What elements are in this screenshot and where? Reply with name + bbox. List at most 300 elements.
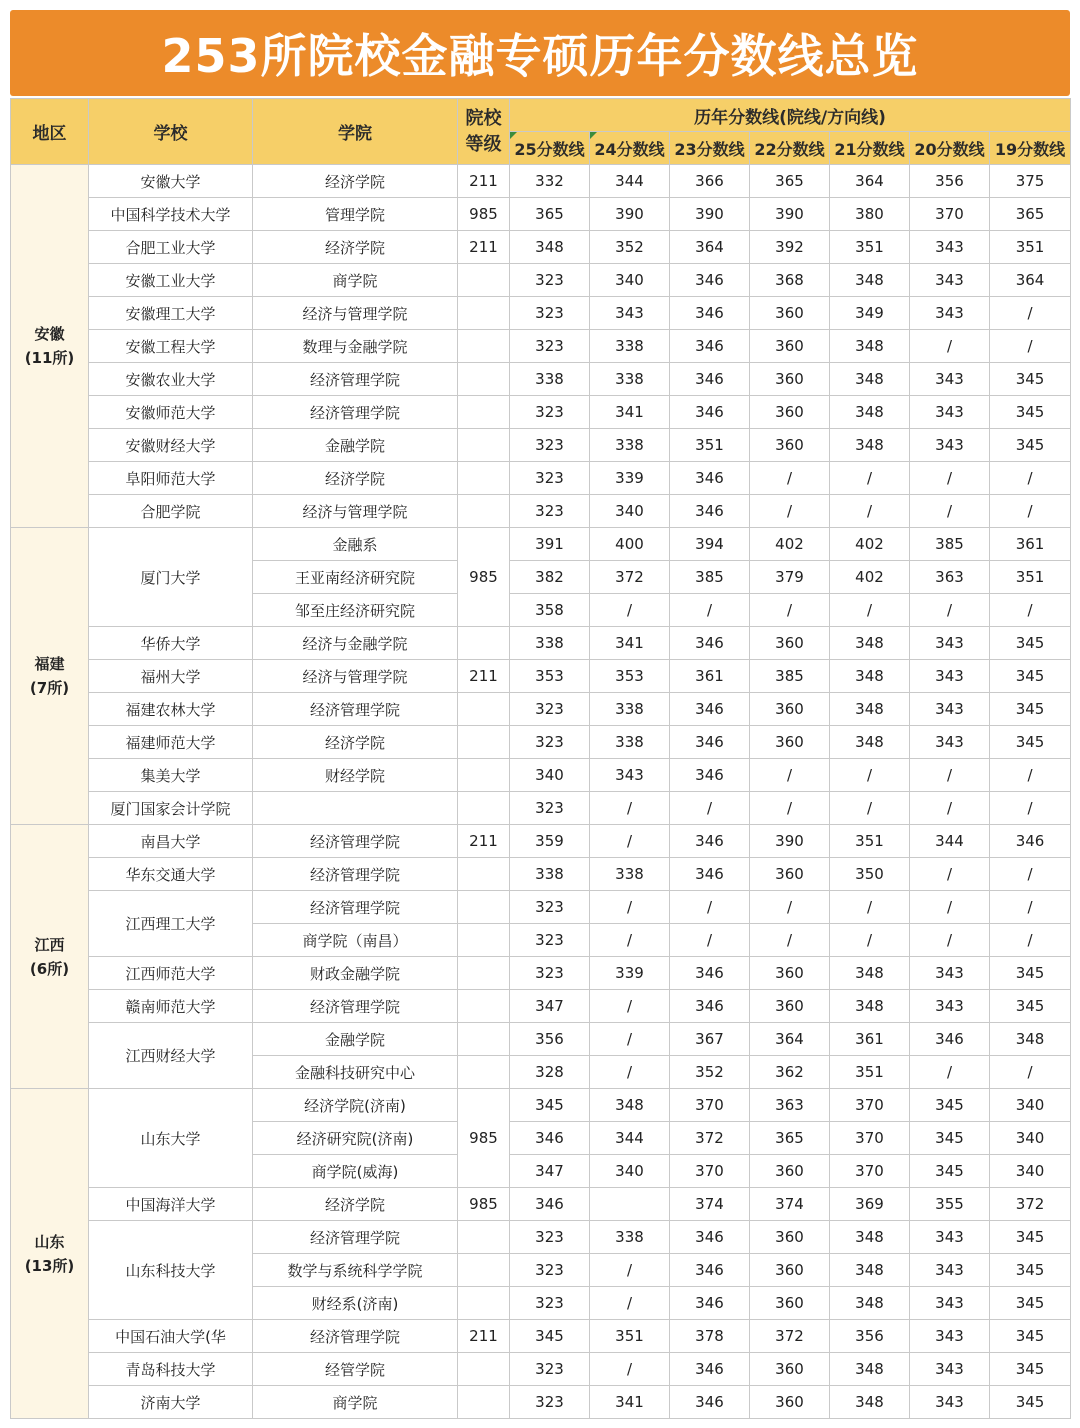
score-cell: 382 <box>510 561 590 594</box>
score-cell: 360 <box>750 1287 830 1320</box>
score-cell: 353 <box>590 660 670 693</box>
score-cell: 343 <box>910 1320 990 1353</box>
score-cell: 402 <box>750 528 830 561</box>
school-cell: 合肥学院 <box>89 495 253 528</box>
school-cell: 江西师范大学 <box>89 957 253 990</box>
score-cell: 352 <box>590 231 670 264</box>
score-cell: 374 <box>670 1188 750 1221</box>
score-cell: 323 <box>510 792 590 825</box>
table-row <box>11 264 1071 297</box>
score-cell: / <box>670 792 750 825</box>
score-cell: 323 <box>510 1254 590 1287</box>
header-year: 23分数线 <box>670 132 750 165</box>
score-cell: 347 <box>510 1155 590 1188</box>
score-cell: / <box>750 759 830 792</box>
score-cell: / <box>990 1056 1071 1089</box>
score-cell: 346 <box>510 1122 590 1155</box>
header-year: 20分数线 <box>910 132 990 165</box>
score-cell: 346 <box>670 1221 750 1254</box>
score-cell: / <box>750 495 830 528</box>
score-cell: 346 <box>670 693 750 726</box>
level-cell <box>458 726 510 759</box>
level-cell: 985 <box>458 528 510 627</box>
school-cell: 福建师范大学 <box>89 726 253 759</box>
college-cell: 数理与金融学院 <box>253 330 458 363</box>
table-row <box>11 396 1071 429</box>
college-cell: 经济学院 <box>253 1188 458 1221</box>
score-cell: 348 <box>830 1353 910 1386</box>
score-cell: 355 <box>910 1188 990 1221</box>
score-cell: / <box>990 924 1071 957</box>
score-cell: 361 <box>670 660 750 693</box>
score-cell: / <box>830 924 910 957</box>
score-cell: / <box>990 759 1071 792</box>
score-cell: 346 <box>670 264 750 297</box>
score-cell: 364 <box>990 264 1071 297</box>
score-cell: 338 <box>590 693 670 726</box>
score-cell: 348 <box>830 429 910 462</box>
score-cell: 343 <box>910 1254 990 1287</box>
score-cell: 358 <box>510 594 590 627</box>
score-cell: 323 <box>510 1287 590 1320</box>
level-cell <box>458 1353 510 1386</box>
score-cell: 343 <box>910 693 990 726</box>
table-row <box>11 726 1071 759</box>
score-cell: / <box>910 924 990 957</box>
score-cell: 351 <box>590 1320 670 1353</box>
score-cell: 394 <box>670 528 750 561</box>
region-name: 江西 <box>34 935 65 954</box>
score-cell: 372 <box>990 1188 1071 1221</box>
score-cell: 353 <box>510 660 590 693</box>
score-cell: 372 <box>750 1320 830 1353</box>
score-cell: / <box>670 924 750 957</box>
score-table <box>10 98 1071 1419</box>
header-year: 21分数线 <box>830 132 910 165</box>
score-cell: 348 <box>510 231 590 264</box>
header-year: 25分数线 <box>510 132 590 165</box>
score-cell: 360 <box>750 858 830 891</box>
region-count: (13所) <box>24 1256 75 1275</box>
college-cell: 经济与管理学院 <box>253 297 458 330</box>
school-cell: 厦门大学 <box>89 528 253 627</box>
level-cell <box>458 792 510 825</box>
school-cell: 集美大学 <box>89 759 253 792</box>
score-cell: / <box>910 759 990 792</box>
table-row <box>11 462 1071 495</box>
score-cell: / <box>910 1056 990 1089</box>
college-cell: 数学与系统科学学院 <box>253 1254 458 1287</box>
school-cell: 中国石油大学(华 <box>89 1320 253 1353</box>
score-cell: 343 <box>910 396 990 429</box>
score-cell: 323 <box>510 891 590 924</box>
level-cell <box>458 693 510 726</box>
score-cell: 340 <box>990 1155 1071 1188</box>
level-cell <box>458 1386 510 1419</box>
college-cell: 商学院（南昌） <box>253 924 458 957</box>
score-cell: 385 <box>670 561 750 594</box>
score-cell: 345 <box>910 1155 990 1188</box>
score-cell: 362 <box>750 1056 830 1089</box>
score-cell: 346 <box>990 825 1071 858</box>
college-cell: 经济管理学院 <box>253 891 458 924</box>
level-cell <box>458 495 510 528</box>
level-cell: 211 <box>458 660 510 693</box>
table-row <box>11 1353 1071 1386</box>
score-cell: / <box>750 891 830 924</box>
score-cell: 365 <box>510 198 590 231</box>
score-cell: 346 <box>670 990 750 1023</box>
score-cell: 343 <box>910 429 990 462</box>
score-cell: 323 <box>510 1386 590 1419</box>
level-cell <box>458 759 510 792</box>
score-cell: 343 <box>910 1287 990 1320</box>
score-cell: 372 <box>590 561 670 594</box>
college-cell: 邹至庄经济研究院 <box>253 594 458 627</box>
college-cell: 经济学院 <box>253 462 458 495</box>
level-cell <box>458 462 510 495</box>
level-cell <box>458 924 510 957</box>
score-cell: 328 <box>510 1056 590 1089</box>
score-cell: 346 <box>670 726 750 759</box>
score-cell: / <box>590 990 670 1023</box>
score-cell: / <box>590 1056 670 1089</box>
college-cell: 王亚南经济研究院 <box>253 561 458 594</box>
college-cell: 财经学院 <box>253 759 458 792</box>
score-cell: 341 <box>590 1386 670 1419</box>
score-cell: / <box>590 594 670 627</box>
score-cell: 390 <box>750 825 830 858</box>
score-cell: 369 <box>830 1188 910 1221</box>
score-cell: 348 <box>830 627 910 660</box>
score-cell: 351 <box>830 1056 910 1089</box>
score-cell: / <box>830 792 910 825</box>
score-cell: / <box>590 924 670 957</box>
region-count: (6所) <box>29 959 70 978</box>
level-cell <box>458 1023 510 1056</box>
score-cell: / <box>670 891 750 924</box>
school-cell: 安徽理工大学 <box>89 297 253 330</box>
score-cell: 323 <box>510 297 590 330</box>
table-row <box>11 231 1071 264</box>
score-cell: 348 <box>830 1254 910 1287</box>
school-cell: 江西财经大学 <box>89 1023 253 1089</box>
score-cell: 343 <box>910 1221 990 1254</box>
level-cell: 211 <box>458 231 510 264</box>
score-cell: 348 <box>830 1386 910 1419</box>
title-banner <box>10 10 1070 96</box>
table-row <box>11 1023 1071 1056</box>
score-cell: 346 <box>670 495 750 528</box>
score-cell: 345 <box>990 396 1071 429</box>
score-cell: 348 <box>830 330 910 363</box>
score-cell: / <box>910 858 990 891</box>
school-cell: 安徽农业大学 <box>89 363 253 396</box>
score-cell: 346 <box>670 1254 750 1287</box>
score-cell: 343 <box>910 231 990 264</box>
score-cell: 340 <box>590 495 670 528</box>
college-cell: 管理学院 <box>253 198 458 231</box>
score-cell: 343 <box>910 627 990 660</box>
score-cell: / <box>990 891 1071 924</box>
score-cell: 343 <box>910 363 990 396</box>
table-row <box>11 1089 1071 1122</box>
score-cell: 345 <box>990 990 1071 1023</box>
score-cell: 346 <box>670 396 750 429</box>
score-cell: 365 <box>750 1122 830 1155</box>
score-cell: 323 <box>510 1353 590 1386</box>
score-cell: 323 <box>510 957 590 990</box>
score-cell: 348 <box>830 264 910 297</box>
score-cell: 348 <box>990 1023 1071 1056</box>
score-cell: 348 <box>590 1089 670 1122</box>
header-level: 院校等级 <box>458 99 510 165</box>
region-cell <box>11 1089 89 1419</box>
header-school: 学校 <box>89 99 253 165</box>
score-cell: 346 <box>670 825 750 858</box>
score-cell: 323 <box>510 429 590 462</box>
score-cell: 346 <box>910 1023 990 1056</box>
score-cell: 350 <box>830 858 910 891</box>
score-cell: / <box>990 594 1071 627</box>
table-row <box>11 792 1071 825</box>
score-cell: 348 <box>830 660 910 693</box>
score-cell: 338 <box>590 363 670 396</box>
header-year: 24分数线 <box>590 132 670 165</box>
score-cell: 390 <box>750 198 830 231</box>
table-row <box>11 429 1071 462</box>
school-cell: 青岛科技大学 <box>89 1353 253 1386</box>
college-cell: 经济管理学院 <box>253 990 458 1023</box>
score-cell: 340 <box>590 1155 670 1188</box>
college-cell: 金融系 <box>253 528 458 561</box>
score-cell: 345 <box>990 627 1071 660</box>
school-cell: 山东大学 <box>89 1089 253 1188</box>
region-cell <box>11 528 89 825</box>
school-cell: 华东交通大学 <box>89 858 253 891</box>
college-cell: 经济管理学院 <box>253 1320 458 1353</box>
score-cell: 345 <box>990 1386 1071 1419</box>
score-cell: 370 <box>830 1155 910 1188</box>
score-cell: 348 <box>830 1221 910 1254</box>
score-cell: / <box>910 330 990 363</box>
score-cell: 345 <box>990 726 1071 759</box>
score-cell: 346 <box>670 297 750 330</box>
college-cell: 经济学院 <box>253 231 458 264</box>
score-cell: 346 <box>670 1287 750 1320</box>
header-college: 学院 <box>253 99 458 165</box>
table-row <box>11 495 1071 528</box>
table-row <box>11 825 1071 858</box>
school-cell: 赣南师范大学 <box>89 990 253 1023</box>
score-cell: 360 <box>750 1353 830 1386</box>
score-cell: / <box>750 594 830 627</box>
score-cell: 351 <box>830 825 910 858</box>
score-cell: 344 <box>590 165 670 198</box>
score-cell: 347 <box>510 990 590 1023</box>
school-cell: 合肥工业大学 <box>89 231 253 264</box>
score-cell: 343 <box>910 297 990 330</box>
level-cell <box>458 891 510 924</box>
table-row <box>11 693 1071 726</box>
score-cell: / <box>590 825 670 858</box>
score-cell: 338 <box>590 429 670 462</box>
score-cell: 343 <box>590 759 670 792</box>
table-row <box>11 198 1071 231</box>
level-cell: 211 <box>458 1320 510 1353</box>
score-cell: 360 <box>750 693 830 726</box>
score-cell: 338 <box>510 858 590 891</box>
table-row <box>11 660 1071 693</box>
college-cell: 经济学院 <box>253 726 458 759</box>
table-row <box>11 330 1071 363</box>
school-cell: 厦门国家会计学院 <box>89 792 253 825</box>
score-cell: / <box>990 462 1071 495</box>
college-cell: 经济管理学院 <box>253 363 458 396</box>
level-cell <box>458 429 510 462</box>
score-cell: / <box>910 594 990 627</box>
score-cell: / <box>910 495 990 528</box>
college-cell: 财政金融学院 <box>253 957 458 990</box>
header-history: 历年分数线(院线/方向线) <box>510 99 1071 132</box>
score-cell: 346 <box>670 1386 750 1419</box>
level-cell <box>458 363 510 396</box>
score-cell: 345 <box>910 1122 990 1155</box>
score-cell: 340 <box>990 1089 1071 1122</box>
school-cell: 福州大学 <box>89 660 253 693</box>
school-cell: 阜阳师范大学 <box>89 462 253 495</box>
score-cell: 365 <box>990 198 1071 231</box>
score-cell: / <box>910 891 990 924</box>
score-cell: / <box>830 495 910 528</box>
score-cell: 332 <box>510 165 590 198</box>
table-row <box>11 858 1071 891</box>
school-cell: 安徽工程大学 <box>89 330 253 363</box>
score-cell: 351 <box>990 561 1071 594</box>
school-cell: 济南大学 <box>89 1386 253 1419</box>
score-cell: 356 <box>910 165 990 198</box>
score-cell: 344 <box>910 825 990 858</box>
level-cell <box>458 264 510 297</box>
score-cell: 392 <box>750 231 830 264</box>
college-cell: 经济与金融学院 <box>253 627 458 660</box>
score-cell: 338 <box>590 330 670 363</box>
level-cell <box>458 957 510 990</box>
score-cell: 360 <box>750 957 830 990</box>
college-cell: 经济管理学院 <box>253 396 458 429</box>
score-cell: 360 <box>750 726 830 759</box>
level-cell: 211 <box>458 165 510 198</box>
level-cell <box>458 330 510 363</box>
score-cell: / <box>830 759 910 792</box>
score-cell <box>590 1188 670 1221</box>
score-cell: 343 <box>910 660 990 693</box>
score-cell: 349 <box>830 297 910 330</box>
score-cell: 343 <box>590 297 670 330</box>
score-cell: 338 <box>510 627 590 660</box>
school-cell: 中国科学技术大学 <box>89 198 253 231</box>
score-cell: 345 <box>990 693 1071 726</box>
score-cell: 345 <box>510 1089 590 1122</box>
score-cell: 323 <box>510 693 590 726</box>
score-cell: 346 <box>670 363 750 396</box>
score-cell: 370 <box>670 1089 750 1122</box>
score-cell: 356 <box>510 1023 590 1056</box>
score-cell: 375 <box>990 165 1071 198</box>
table-row <box>11 165 1071 198</box>
score-cell: 363 <box>910 561 990 594</box>
score-cell: 346 <box>670 1353 750 1386</box>
score-cell: 345 <box>990 1254 1071 1287</box>
score-cell: 344 <box>590 1122 670 1155</box>
score-cell: 345 <box>990 1287 1071 1320</box>
page-title: 253所院校金融专硕历年分数线总览 <box>161 29 919 83</box>
table-row <box>11 759 1071 792</box>
score-cell: 364 <box>670 231 750 264</box>
score-cell: / <box>590 792 670 825</box>
score-cell: 323 <box>510 330 590 363</box>
region-count: (7所) <box>29 679 70 697</box>
score-cell: / <box>830 891 910 924</box>
score-cell: 402 <box>830 528 910 561</box>
table-body <box>11 165 1071 1419</box>
college-cell: 经济管理学院 <box>253 1221 458 1254</box>
school-cell: 安徽师范大学 <box>89 396 253 429</box>
score-cell: 345 <box>510 1320 590 1353</box>
college-cell: 商学院 <box>253 264 458 297</box>
region-name: 山东 <box>34 1232 65 1251</box>
header-year: 22分数线 <box>750 132 830 165</box>
college-cell: 商学院(威海) <box>253 1155 458 1188</box>
school-cell: 华侨大学 <box>89 627 253 660</box>
school-cell: 安徽工业大学 <box>89 264 253 297</box>
score-cell: 343 <box>910 1386 990 1419</box>
score-cell: / <box>590 1023 670 1056</box>
score-cell: 360 <box>750 363 830 396</box>
table-row <box>11 957 1071 990</box>
score-cell: / <box>990 297 1071 330</box>
college-cell: 经济管理学院 <box>253 825 458 858</box>
level-cell <box>458 627 510 660</box>
level-cell <box>458 990 510 1023</box>
score-cell: 345 <box>910 1089 990 1122</box>
region-name: 安徽 <box>34 325 65 343</box>
college-cell: 财经系(济南) <box>253 1287 458 1320</box>
score-cell: 346 <box>670 330 750 363</box>
score-cell: 346 <box>670 462 750 495</box>
score-cell: 348 <box>830 1287 910 1320</box>
score-cell: 345 <box>990 1320 1071 1353</box>
score-cell: / <box>990 858 1071 891</box>
school-cell: 福建农林大学 <box>89 693 253 726</box>
score-cell: / <box>830 594 910 627</box>
score-cell: 360 <box>750 1155 830 1188</box>
score-cell: / <box>910 792 990 825</box>
score-cell: 343 <box>910 957 990 990</box>
score-cell: 351 <box>670 429 750 462</box>
table-row <box>11 1386 1071 1419</box>
score-cell: 368 <box>750 264 830 297</box>
score-cell: 346 <box>670 759 750 792</box>
score-cell: 360 <box>750 330 830 363</box>
score-cell: 323 <box>510 726 590 759</box>
table-row <box>11 297 1071 330</box>
college-cell: 金融科技研究中心 <box>253 1056 458 1089</box>
score-cell: 323 <box>510 264 590 297</box>
region-cell <box>11 165 89 528</box>
score-cell: 360 <box>750 429 830 462</box>
score-cell: 345 <box>990 429 1071 462</box>
